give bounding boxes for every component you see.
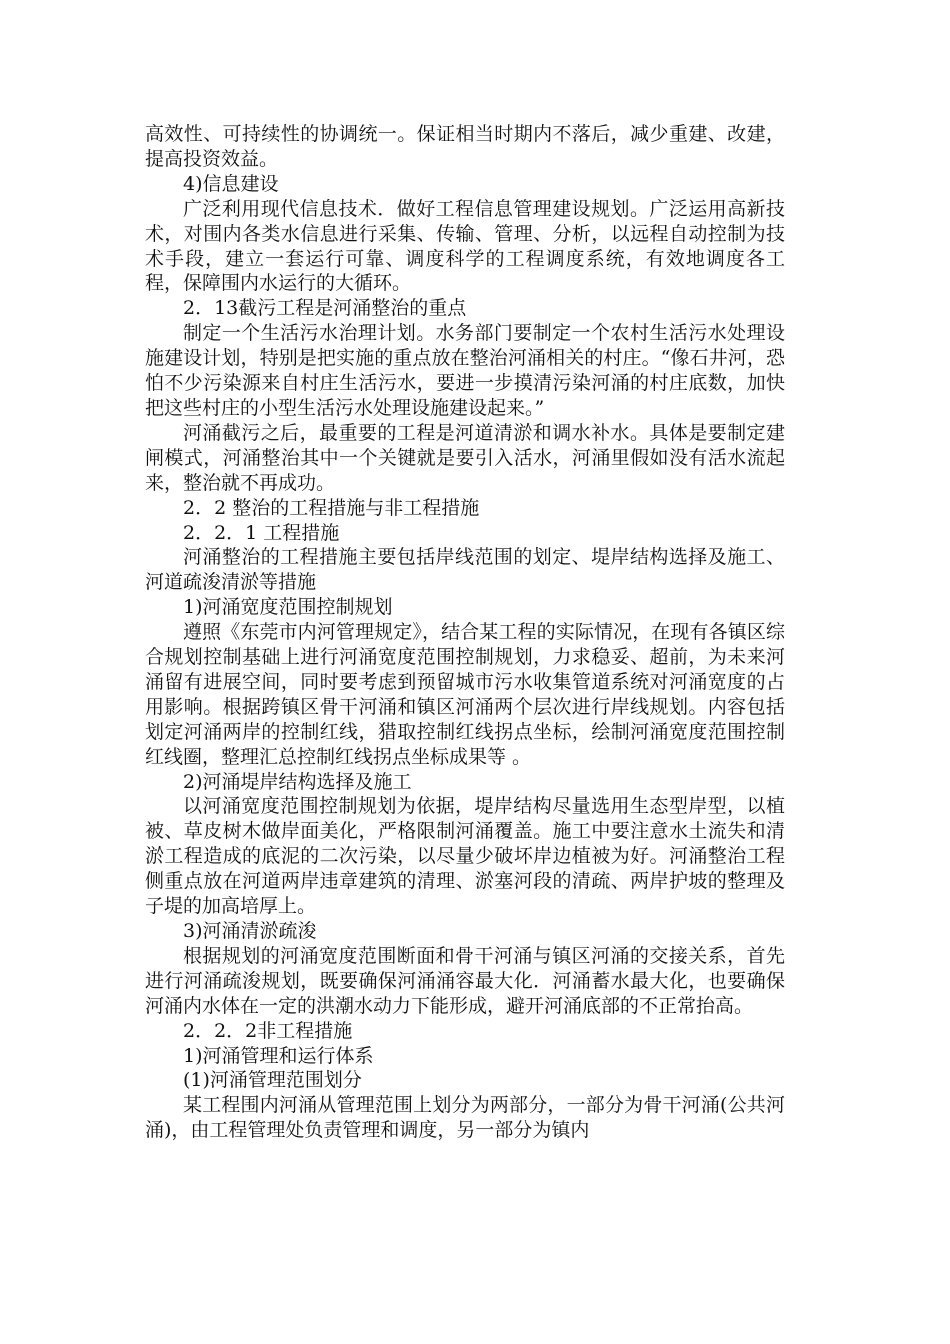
paragraph-sewage-plan: 制定一个生活污水治理计划。水务部门要制定一个农村生活污水处理设施建设计划，特别是把实施的重点放在整治河涌相关的村庄。“像石井河，恐怕不少污染源来自村庄生活污水，要进一步摸清污染河涌的村庄底数，加快把这些村庄的小型生活污水处理设施建设起来。”: [145, 322, 785, 419]
heading-non-engineering: 2．2．2非工程措施: [183, 1019, 353, 1042]
paragraph-continuation: 高效性、可持续性的协调统一。保证相当时期内不落后，减少重建、改建，提高投资效益。: [145, 123, 785, 170]
heading-engineering-measures: 2．2．1 工程措施: [183, 521, 340, 544]
heading-management-scope: (1)河涌管理范围划分: [183, 1069, 362, 1092]
heading-measures: 2．2 整治的工程措施与非工程措施: [183, 496, 480, 519]
paragraph-width-planning: 遵照《东莞市内河管理规定》，结合某工程的实际情况，在现有各镇区综合规划控制基础上进行河涌宽度范围控制规划，力求稳妥、超前，为未来河涌留有进展空间，同时要考虑到预留城市污水收集管道系统对河涌宽度的占用影响。根据跨镇区骨干河涌和镇区河涌两个层次进行岸线规划。内容包括划定河涌两岸的控制红线，猎取控制红线拐点坐标，绘制河涌宽度范围控制红线圈，整理汇总控制红线拐点坐标成果等 。: [145, 621, 785, 768]
paragraph-dredging: 根据规划的河涌宽度范围断面和骨干河涌与镇区河涌的交接关系，首先进行河涌疏浚规划，既要确保河涌涌容最大化．河涌蓄水最大化，也要确保河涌内水体在一定的洪潮水动力下能形成，避开河涌底部的不正常抬高。: [145, 944, 785, 1017]
paragraph-dredging-water: 河涌截污之后，最重要的工程是河道清淤和调水补水。具体是要制定建闸模式，河涌整治其中一个关键就是要引入活水，河涌里假如没有活水流起来，整治就不再成功。: [145, 421, 785, 494]
paragraph-info-construction: 广泛利用现代信息技术．做好工程信息管理建设规划。广泛运用高新技术，对围内各类水信息进行采集、传输、管理、分析，以远程自动控制为技术手段，建立一套运行可靠、调度科学的工程调度系统，有效地调度各工程，保障围内水运行的大循环。: [145, 197, 785, 295]
heading-embankment: 2)河涌堤岸结构选择及施工: [183, 770, 412, 793]
heading-width-planning: 1)河涌宽度范围控制规划: [183, 596, 393, 619]
heading-dredging: 3)河涌清淤疏浚: [183, 920, 317, 942]
paragraph-embankment: 以河涌宽度范围控制规划为依据，堤岸结构尽量选用生态型岸型，以植被、草皮树木做岸面美化，严格限制河涌覆盖。施工中要注意水土流失和清淤工程造成的底泥的二次污染，以尽量少破坏岸边植被为好。河涌整治工程侧重点放在河道两岸违章建筑的清理、淤塞河段的清疏、两岸护坡的整理及子堤的加高培厚上。: [145, 795, 785, 918]
heading-sewage-interception: 2．13截污工程是河涌整治的重点: [183, 297, 467, 320]
document-page: [145, 122, 785, 1143]
paragraph-engineering-measures: 河涌整治的工程措施主要包括岸线范围的划定、堤岸结构选择及施工、河道疏浚清淤等措施: [145, 546, 785, 594]
heading-management-system: 1)河涌管理和运行体系: [183, 1044, 374, 1067]
paragraph-management-scope: 某工程围内河涌从管理范围上划分为两部分，一部分为骨干河涌(公共河涌)，由工程管理处负责管理和调度，另一部分为镇内: [145, 1094, 785, 1142]
heading-info-construction: 4)信息建设: [183, 172, 279, 195]
